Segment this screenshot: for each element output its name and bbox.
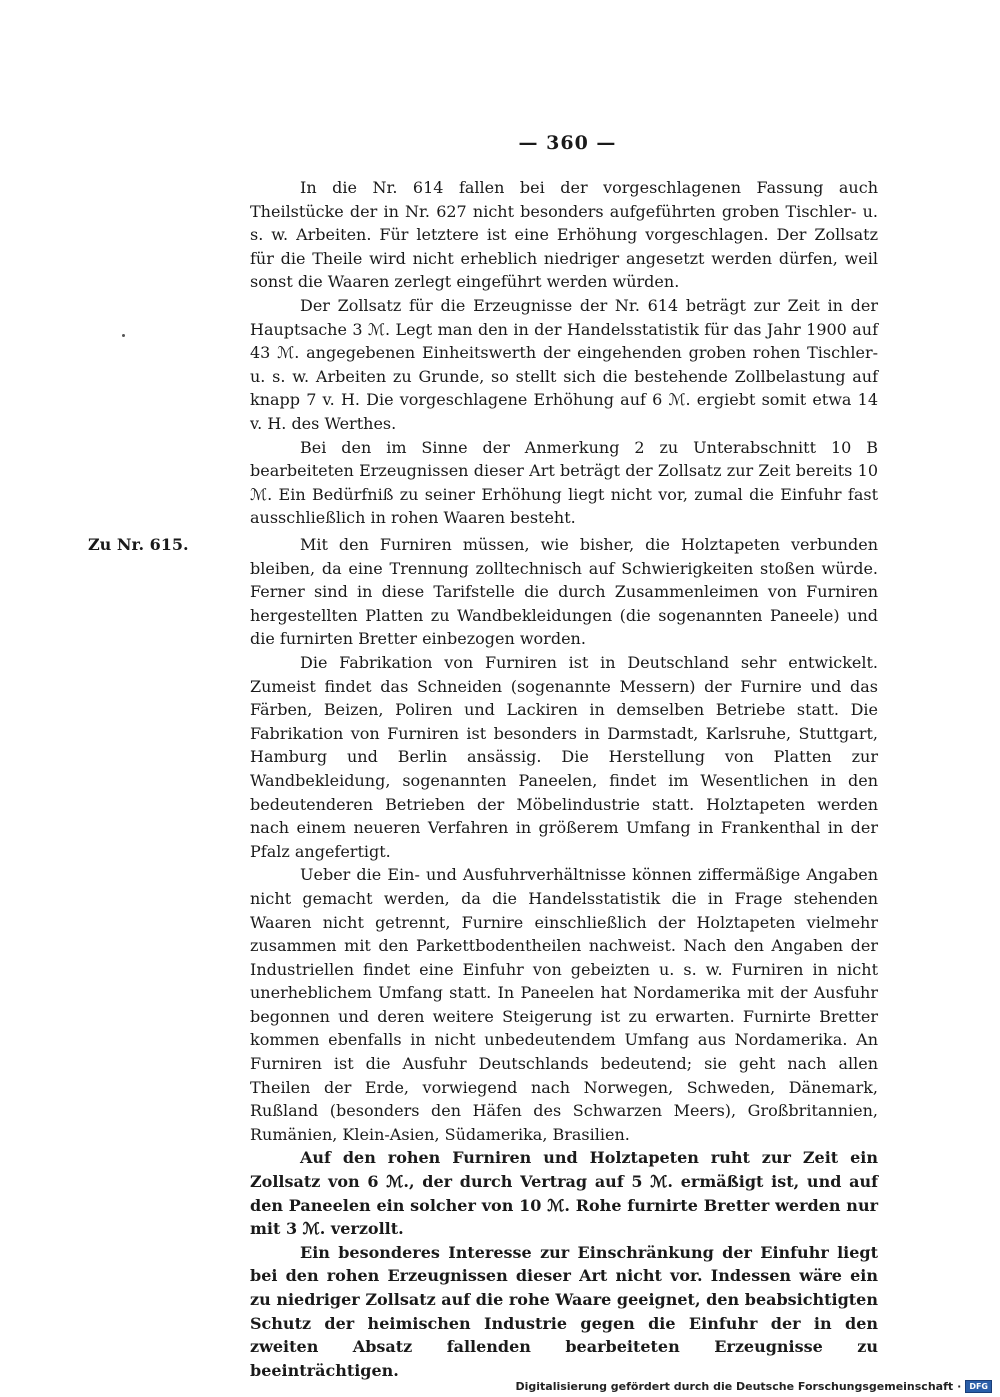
footer-separator: · [957,1380,962,1393]
paragraph: Ueber die Ein- und Ausfuhrverhältnisse können ziffermäßige Angaben nicht gemacht werden, da die Handelsstatistik die in Frage stehenden Waaren nicht getrennt, Furnire einschließlich der Holztapeten vielmehr zusammen mit den Parkettbodentheilen nachweist. Nach den Angaben der Industriellen findet eine Einfuhr von gebeizten u. s. w. Furniren in nicht unerheblichem Umfang statt. In Paneelen hat Nordamerika mit der Ausfuhr begonnen und deren weitere Steigerung ist zu erwarten. Furnirte Bretter kommen ebenfalls in nicht unbedeutendem Umfang aus Nordamerika. An Furniren ist die Ausfuhr Deutschlands bedeutend; sie geht nach allen Theilen der Erde, vorwiegend nach Norwegen, Schweden, Dänemark, Rußland (besonders den Häfen des Schwarzen Meers), Großbritannien, Rumänien, Klein-Asien, Südamerika, Brasilien. [250,865,878,1144]
text-block-nr-614 [250,176,878,530]
page-number [0,132,1000,154]
paragraph: Bei den im Sinne der Anmerkung 2 zu Unterabschnitt 10 B bearbeiteten Erzeugnissen dieser Art beträgt der Zollsatz zur Zeit bereits 10 ℳ. Ein Bedürfniß zu seiner Erhöhung liegt nicht vor, zumal die Einfuhr fast ausschließlich in rohen Waaren besteht. [250,437,878,528]
margin-label-nr-615: Zu Nr. 615. [88,535,189,554]
margin-mark [122,334,125,337]
footer-text: Digitalisierung gefördert durch die Deutsche Forschungsgemeinschaft [515,1380,954,1393]
paragraph: Mit den Furniren müssen, wie bisher, die Holztapeten verbunden bleiben, da eine Trennung zolltechnisch auf Schwierigkeiten stoßen würde. Ferner sind in diese Tarifstelle die durch Zusammenleimen von Furniren hergestellten Platten zu Wandbekleidungen (die sogenannten Paneele) und die furnirten Bretter einbezogen worden. [250,535,878,649]
paragraph: In die Nr. 614 fallen bei der vorgeschlagenen Fassung auch Theilstücke der in Nr. 627 nicht besonders aufgeführten groben Tischler- u. s. w. Arbeiten. Für letztere ist eine Erhöhung vorgeschlagen. Der Zollsatz für die Theile wird nicht erheblich niedriger angesetzt werden dürfen, weil sonst die Waaren zerlegt eingeführt werden würden. [250,178,878,292]
dfg-logo: DFG [965,1380,992,1393]
paragraph: Der Zollsatz für die Erzeugnisse der Nr. 614 beträgt zur Zeit in der Hauptsache 3 ℳ. Legt man den in der Handelsstatistik für das Jahr 1900 auf 43 ℳ. angegebenen Einheitswerth der eingehenden groben rohen Tischler- u. s. w. Arbeiten zu Grunde, so stellt sich die bestehende Zollbelastung auf knapp 7 v. H. Die vorgeschlagene Erhöhung auf 6 ℳ. ergiebt somit etwa 14 v. H. des Werthes. [250,295,878,433]
paragraph: Die Fabrikation von Furniren ist in Deutschland sehr entwickelt. Zumeist findet das Schneiden (sogenannte Messern) der Furnire und das Färben, Beizen, Poliren und Lackiren in demselben Betriebe statt. Die Fabrikation von Furniren ist besonders in Darmstadt, Karlsruhe, Stuttgart, Hamburg und Berlin ansässig. Die Herstellung von Platten zur Wandbekleidung, sogenannten Paneelen, findet im Wesentlichen in den bedeutenderen Betrieben der Möbelindustrie statt. Holztapeten werden nach einem neueren Verfahren in größerem Umfang in Frankenthal in der Pfalz angefertigt. [250,652,878,861]
paragraph: Auf den rohen Furniren und Holztapeten ruht zur Zeit ein Zollsatz von 6 ℳ., der durch Vertrag auf 5 ℳ. ermäßigt ist, und auf den Paneelen ein solcher von 10 ℳ. Rohe furnirte Bretter werden nur mit 3 ℳ. verzollt. [250,1148,878,1239]
footer [515,1380,992,1393]
text-block-nr-615 [250,533,878,1382]
paragraph: Ein besonderes Interesse zur Einschränkung der Einfuhr liegt bei den rohen Erzeugnissen dieser Art nicht vor. Indessen wäre ein zu niedriger Zollsatz auf die rohe Waare geeignet, den beabsichtigten Schutz der heimischen Industrie gegen die Einfuhr der in den zweiten Absatz fallenden bearbeiteten Erzeugnisse zu beeinträchtigen. [250,1242,878,1380]
page-number-text: — 360 — [518,132,617,154]
